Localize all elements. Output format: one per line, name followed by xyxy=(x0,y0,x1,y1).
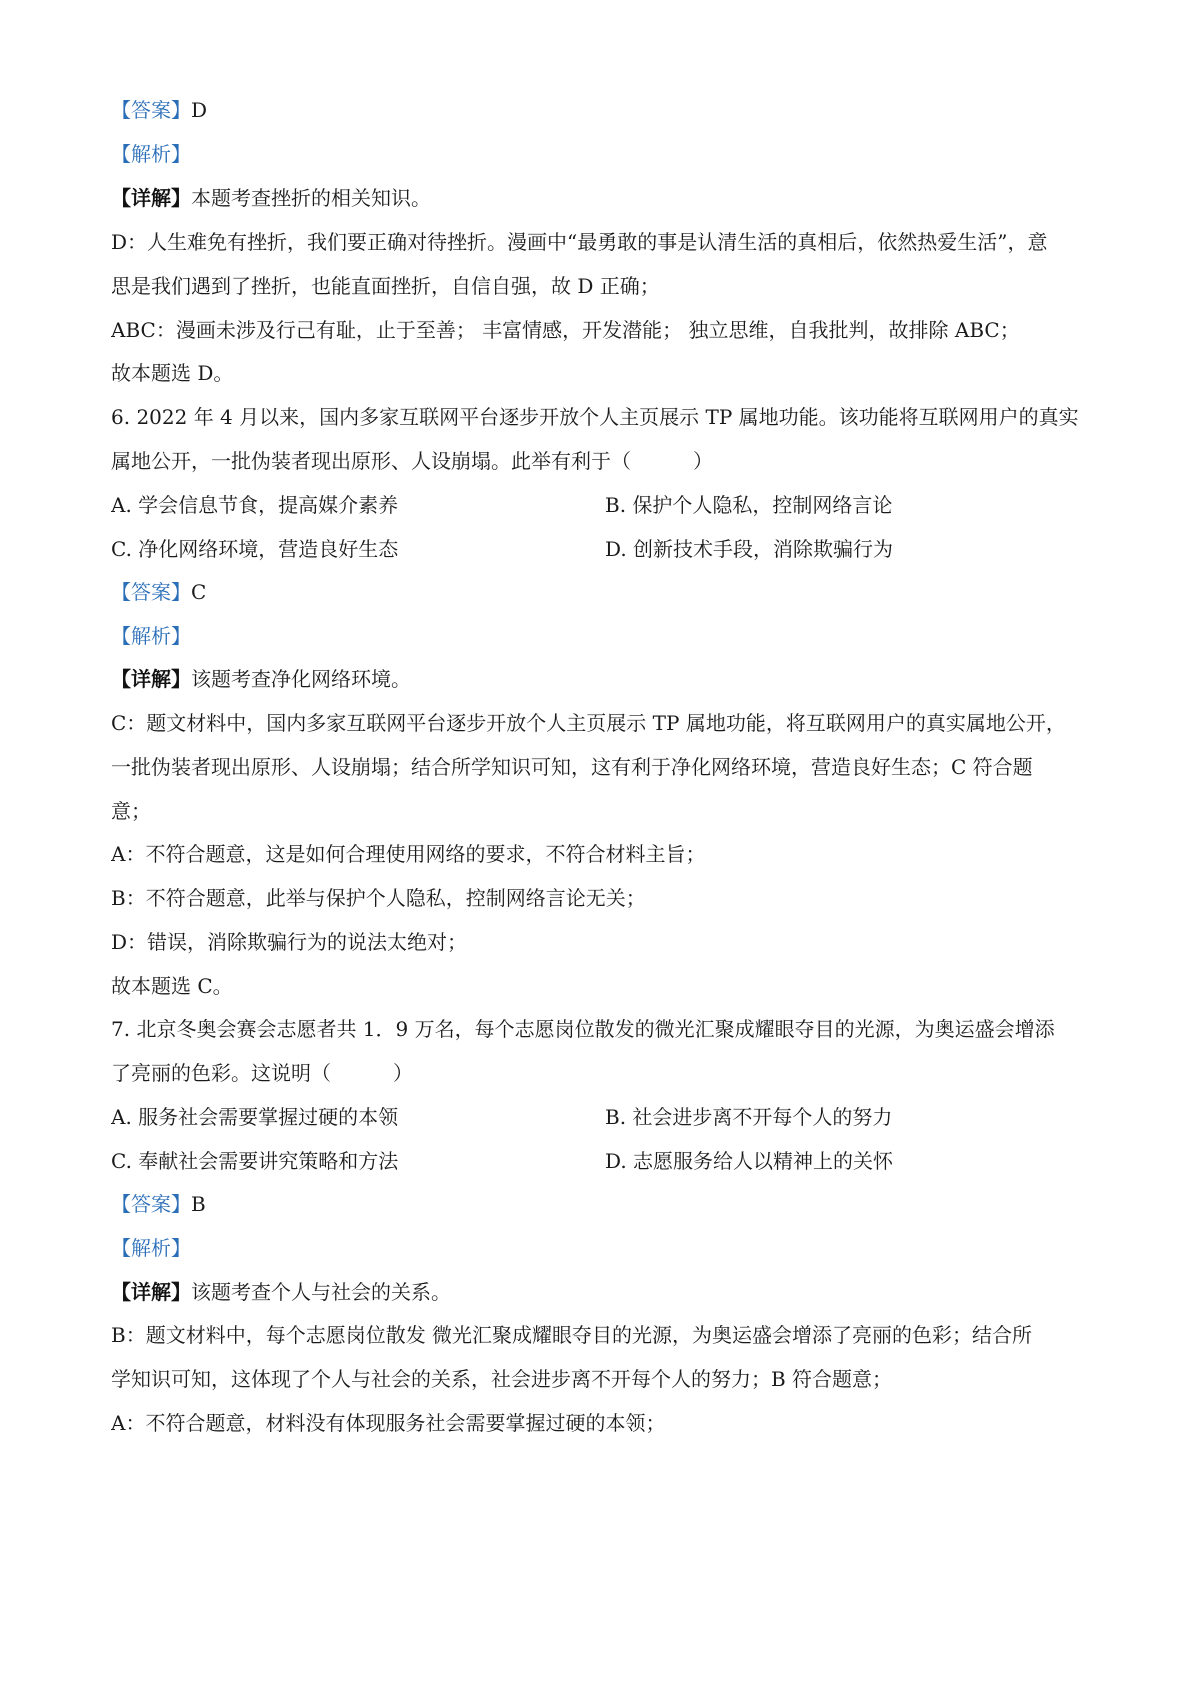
detail-tag: 【详解】 xyxy=(111,667,191,691)
q7-stem-line xyxy=(111,1059,1101,1087)
q5-answer-line xyxy=(111,96,1101,124)
q5-explanation-line: 故本题选 D。 xyxy=(111,361,234,385)
analysis-tag: 【解析】 xyxy=(111,1236,191,1260)
q6-explanation-line: 故本题选 C。 xyxy=(111,974,233,998)
q5-explanation-line: 思是我们遇到了挫折，也能直面挫折，自信自强，故 D 正确； xyxy=(111,274,660,298)
q7-answer-value: B xyxy=(191,1192,206,1216)
q7-option-b: B. 社会进步离不开每个人的努力 xyxy=(605,1105,893,1129)
q6-explanation-line: D：错误，消除欺骗行为的说法太绝对； xyxy=(111,930,468,954)
q6-explanation-line: B：不符合题意，此举与保护个人隐私，控制网络言论无关； xyxy=(111,886,646,910)
q7-detail-line xyxy=(111,1278,1101,1306)
q7-option-d: D. 志愿服务给人以精神上的关怀 xyxy=(605,1149,894,1173)
q5-answer-value: D xyxy=(191,98,208,122)
q6-option-a: A. 学会信息节食，提高媒介素养 xyxy=(111,493,399,517)
q5-detail-text: 本题考查挫折的相关知识。 xyxy=(191,186,431,210)
q6-option-d: D. 创新技术手段，消除欺骗行为 xyxy=(605,537,894,561)
q6-detail-line xyxy=(111,665,1101,693)
q6-explanation-line: 一批伪装者现出原形、人设崩塌；结合所学知识可知，这有利于净化网络环境，营造良好生态；C 符合题 xyxy=(111,755,1033,779)
answer-tag: 【答案】 xyxy=(111,580,191,604)
detail-tag: 【详解】 xyxy=(111,186,191,210)
q7-explanation-line: A：不符合题意，材料没有体现服务社会需要掌握过硬的本领； xyxy=(111,1411,666,1435)
q6-detail-text: 该题考查净化网络环境。 xyxy=(191,667,411,691)
q7-options-row xyxy=(111,1103,1101,1131)
q6-explanation-line: 意； xyxy=(111,799,151,823)
q6-answer-value: C xyxy=(191,580,207,604)
q5-detail-line xyxy=(111,184,1101,212)
analysis-tag: 【解析】 xyxy=(111,142,191,166)
q6-explanation-line: C：题文材料中，国内多家互联网平台逐步开放个人主页展示 TP 属地功能，将互联网用户的真实属地公开， xyxy=(111,711,1066,735)
q7-answer-line xyxy=(111,1190,1101,1218)
q7-options-row xyxy=(111,1147,1101,1175)
q5-explanation-line: ABC：漫画未涉及行己有耻，止于至善； 丰富情感，开发潜能； 独立思维，自我批判，故排除 ABC； xyxy=(111,318,1020,342)
analysis-tag: 【解析】 xyxy=(111,624,191,648)
q6-options-row xyxy=(111,535,1101,563)
q6-stem-line: 6. 2022 年 4 月以来，国内多家互联网平台逐步开放个人主页展示 TP 属地功能。该功能将互联网用户的真实 xyxy=(111,405,1079,429)
q5-analysis-line xyxy=(111,140,1101,168)
q6-stem-text: 属地公开，一批伪装者现出原形、人设崩塌。此举有利于（ xyxy=(111,449,631,473)
q7-option-c: C. 奉献社会需要讲究策略和方法 xyxy=(111,1149,399,1173)
detail-tag: 【详解】 xyxy=(111,1280,191,1304)
q7-explanation-line: B：题文材料中，每个志愿岗位散发 微光汇聚成耀眼夺目的光源，为奥运盛会增添了亮丽的色彩；结合所 xyxy=(111,1323,1033,1347)
q7-analysis-line xyxy=(111,1234,1101,1262)
q7-detail-text: 该题考查个人与社会的关系。 xyxy=(191,1280,451,1304)
q7-explanation-line: 学知识可知，这体现了个人与社会的关系，社会进步离不开每个人的努力；B 符合题意； xyxy=(111,1367,893,1391)
q6-analysis-line xyxy=(111,622,1101,650)
q5-explanation-line: D：人生难免有挫折，我们要正确对待挫折。漫画中“最勇敢的事是认清生活的真相后，依然热爱生活”，意 xyxy=(111,230,1048,254)
q6-stem-close: ） xyxy=(693,449,713,473)
q7-stem-line: 7. 北京冬奥会赛会志愿者共 1．9 万名，每个志愿岗位散发的微光汇聚成耀眼夺目的光源，为奥运盛会增添 xyxy=(111,1017,1055,1041)
q7-stem-text: 了亮丽的色彩。这说明（ xyxy=(111,1061,331,1085)
q7-option-a: A. 服务社会需要掌握过硬的本领 xyxy=(111,1105,399,1129)
q6-stem-line xyxy=(111,447,1101,475)
q6-answer-line xyxy=(111,578,1101,606)
q7-stem-close: ） xyxy=(393,1061,413,1085)
q6-explanation-line: A：不符合题意，这是如何合理使用网络的要求，不符合材料主旨； xyxy=(111,842,706,866)
answer-tag: 【答案】 xyxy=(111,98,191,122)
q6-options-row xyxy=(111,491,1101,519)
answer-tag: 【答案】 xyxy=(111,1192,191,1216)
q6-option-b: B. 保护个人隐私，控制网络言论 xyxy=(605,493,893,517)
q6-option-c: C. 净化网络环境，营造良好生态 xyxy=(111,537,399,561)
